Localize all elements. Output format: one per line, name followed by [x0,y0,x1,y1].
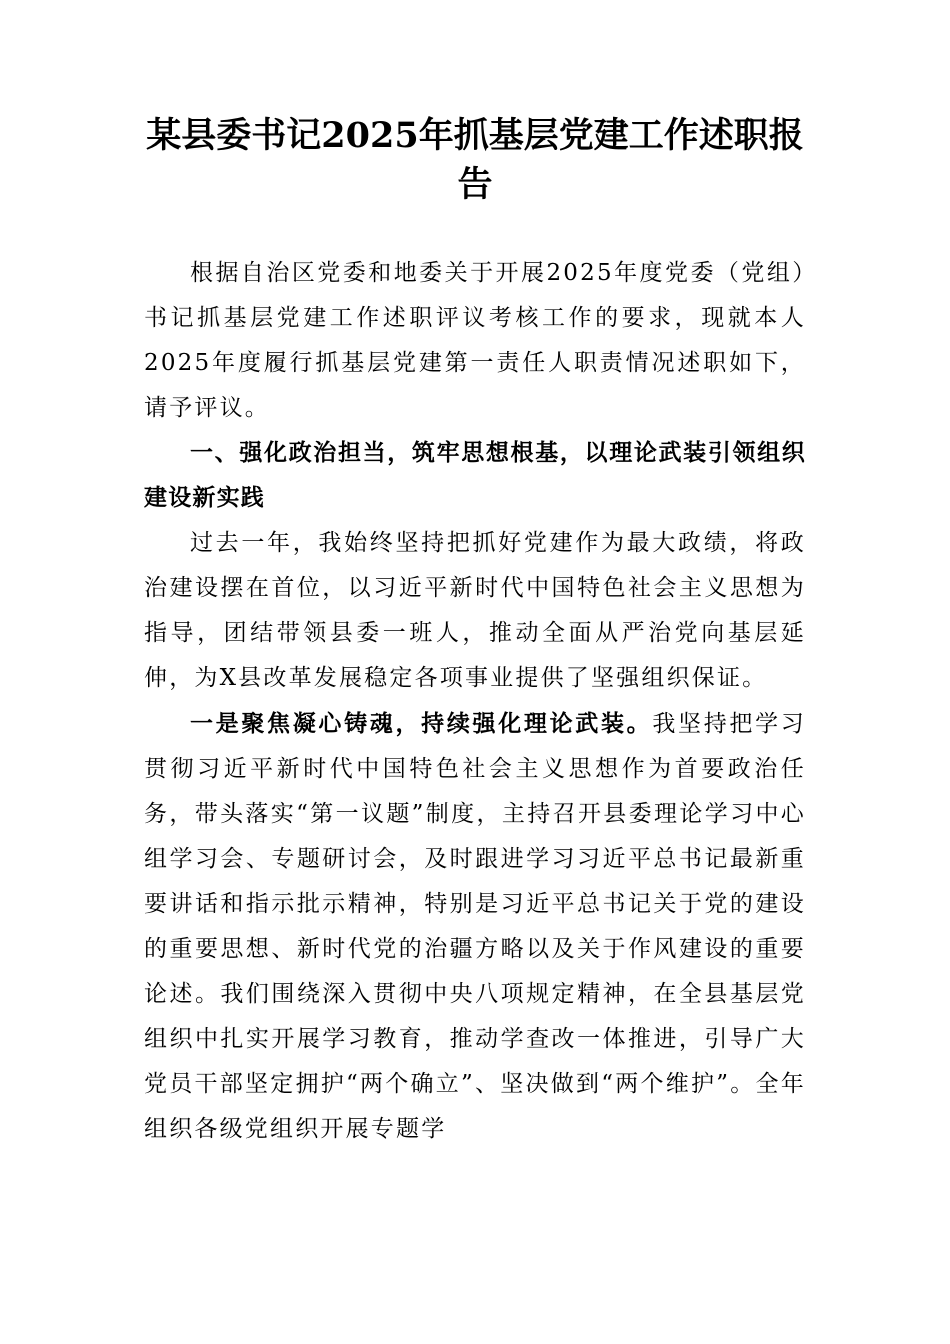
point-1-paragraph [144,701,806,1152]
section-1-paragraph: 过去一年，我始终坚持把抓好党建作为最大政绩，将政治建设摆在首位，以习近平新时代中国特色社会主义思想为指导，团结带领县委一班人，推动全面从严治党向基层延伸，为X县改革发展稳定各项事业提供了坚强组织保证。 [144,530,806,691]
section-heading-1: 一、强化政治担当，筑牢思想根基，以理论武装引领组织建设新实践 [144,440,806,511]
intro-paragraph: 根据自治区党委和地委关于开展2025年度党委（党组）书记抓基层党建工作述职评议考核工作的要求，现就本人2025年度履行抓基层党建第一责任人职责情况述职如下，请予评议。 [144,260,806,421]
document-body [144,251,806,1152]
point-1-lead: 一是聚焦凝心铸魂，持续强化理论武装。 [190,710,653,737]
document-title: 某县委书记2025年抓基层党建工作述职报告 [146,115,804,205]
point-1-text: 我坚持把学习贯彻习近平新时代中国特色社会主义思想作为首要政治任务，带头落实“第一议题”制度，主持召开县委理论学习中心组学习会、专题研讨会，及时跟进学习习近平总书记最新重要讲话和指示批示精神，特别是习近平总书记关于党的建设的重要思想、新时代党的治疆方略以及关于作风建设的重要论述。我们围绕深入贯彻中央八项规定精神，在全县基层党组织中扎实开展学习教育，推动学查改一体推进，引导广大党员干部坚定拥护“两个确立”、坚决做到“两个维护”。全年组织各级党组织开展专题学 [144,711,806,1142]
